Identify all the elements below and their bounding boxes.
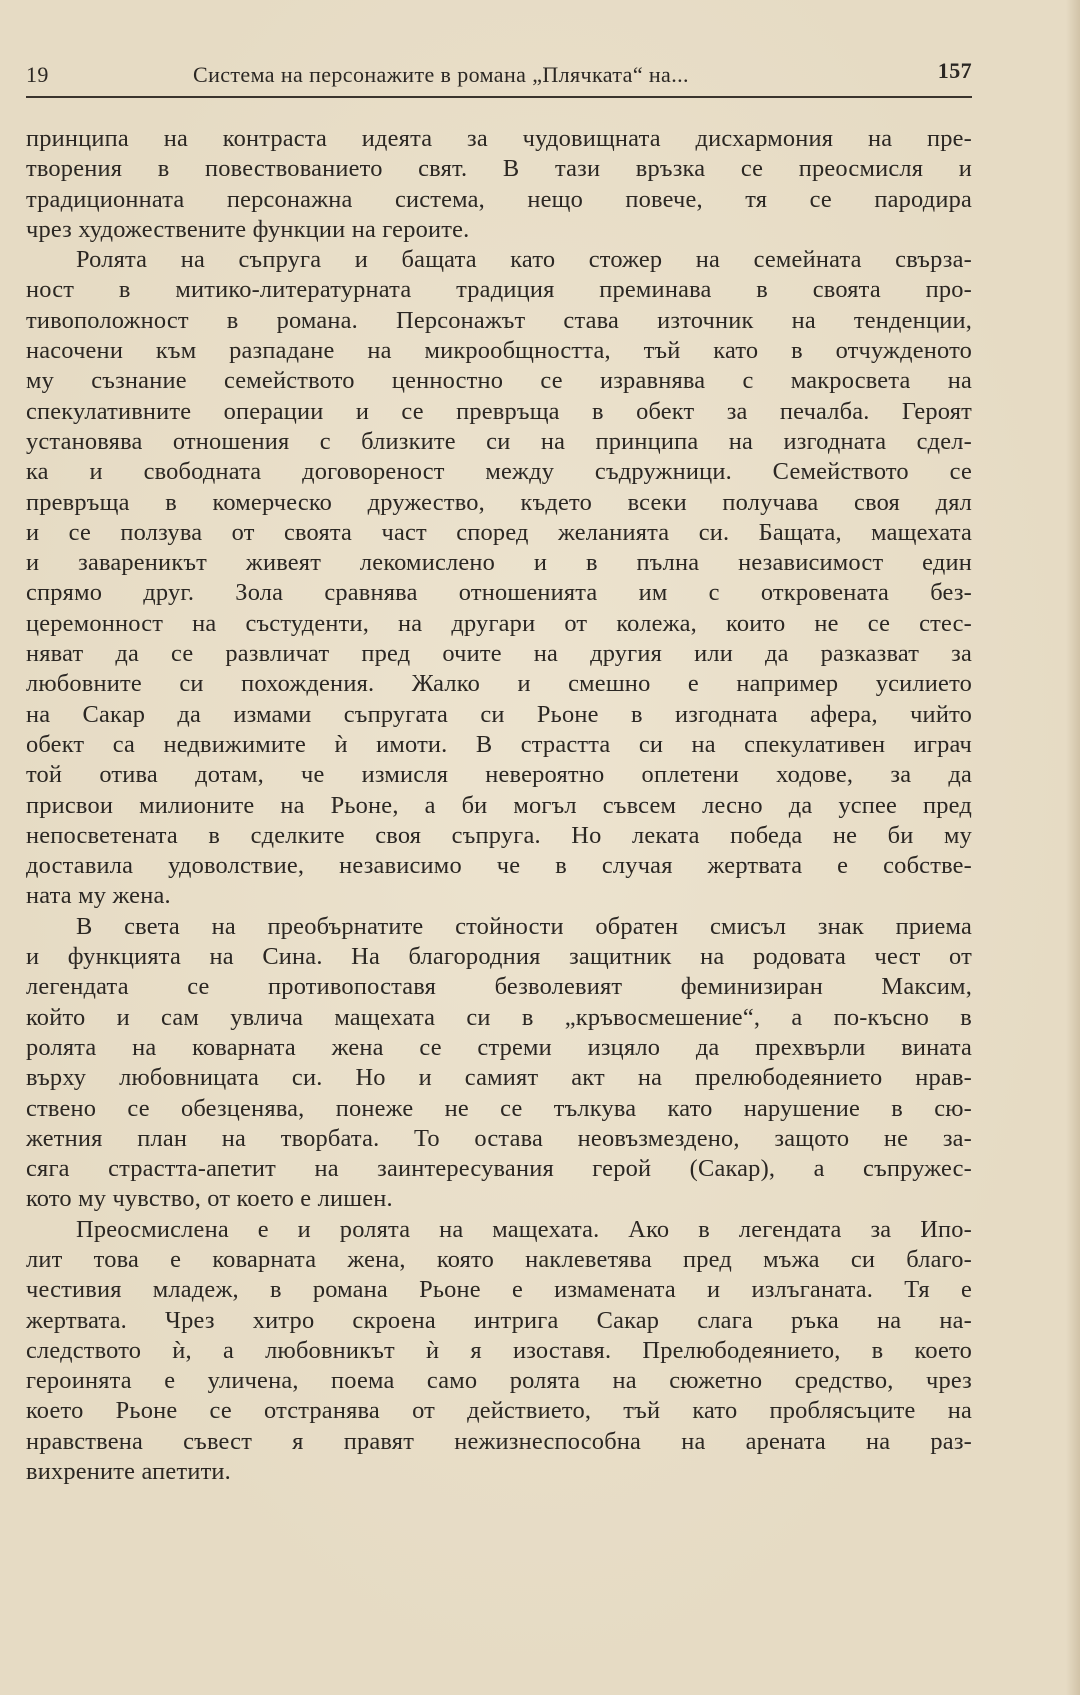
text-line: Ролята на съпруга и бащата като стожер на семейната свърза-: [76, 246, 972, 274]
paragraph: [26, 1215, 972, 1488]
text-line: церемонност на състуденти, на другари от колежа, които не се стес-: [26, 609, 972, 637]
text-line: доставила удоволствие, независимо че в случая жертвата е собстве-: [26, 852, 972, 880]
page-number: 157: [937, 58, 972, 83]
text-line: жетния план на творбата. То остава неовъзмездено, защото не за-: [26, 1124, 972, 1152]
text-line: което Рьоне се отстранява от действието, тъй като проблясъците на: [26, 1397, 972, 1425]
text-line: присвои милионите на Рьоне, а би могъл съвсем лесно да успее пред: [26, 791, 972, 819]
body-text: [26, 124, 972, 1487]
text-line: кото му чувство, от което е лишен.: [26, 1185, 393, 1213]
text-line: върху любовницата си. Но и самият акт на прелюбодеянието нрав-: [26, 1064, 972, 1092]
text-line: ствено се обезценява, понеже не се тълкува като нарушение в сю-: [26, 1094, 972, 1122]
text-line: тивоположност в романа. Персонажът става източник на тенденции,: [26, 306, 972, 334]
text-line: традиционната персонажна система, нещо повече, тя се пародира: [26, 185, 972, 213]
text-line: ка и свободната договореност между съдружници. Семейството се: [26, 458, 972, 486]
text-line: той отива дотам, че измисля невероятно оплетени ходове, за да: [26, 761, 972, 789]
text-line: спрямо друг. Зола сравнява отношенията им с откровената без-: [26, 579, 972, 607]
text-line: героинята е уличена, поема само ролята на сюжетно средство, чрез: [26, 1367, 972, 1395]
text-line: легендата се противопоставя безволевият феминизиран Максим,: [26, 973, 972, 1001]
running-title: Система на персонажите в романа „Плячката“ на...: [193, 62, 689, 87]
text-line: превръща в комерческо дружество, където всеки получава своя дял: [26, 488, 972, 516]
text-line: жертвата. Чрез хитро скроена интрига Сакар слага ръка на на-: [26, 1306, 972, 1334]
text-line: творения в повествованието свят. В тази връзка се преосмисля и: [26, 155, 972, 183]
text-line: на Сакар да измами съпругата си Рьоне в изгодната афера, чийто: [26, 700, 972, 728]
text-line: няват да се развличат пред очите на другия или да разказват за: [26, 640, 972, 668]
text-line: следството ѝ, а любовникът ѝ я изоставя. Прелюбодеянието, в което: [26, 1336, 972, 1364]
text-line: Преосмислена е и ролята на мащехата. Ако в легендата за Ипо-: [76, 1215, 972, 1243]
section-number: 19: [26, 62, 49, 87]
text-line: и се ползува от своята част според желанията си. Бащата, мащехата: [26, 518, 972, 546]
text-line: и завареникът живеят лекомислено и в пълна независимост един: [26, 549, 972, 577]
text-line: ната му жена.: [26, 882, 171, 910]
text-line: ролята на коварната жена се стреми изцяло да прехвърли вината: [26, 1033, 972, 1061]
text-line: нравствена съвест я правят нежизнеспособна на арената на раз-: [26, 1427, 972, 1455]
text-line: чрез художествените функции на героите.: [26, 215, 470, 243]
text-line: установява отношения с близките си на принципа на изгодната сдел-: [26, 427, 972, 455]
paragraph: [26, 912, 972, 1215]
text-line: В света на преобърнатите стойности обратен смисъл знак приема: [76, 912, 972, 940]
text-line: който и сам увлича мащехата си в „кръвосмешение“, а по-късно в: [26, 1003, 972, 1031]
running-header: [26, 52, 972, 96]
text-line: насочени към разпадане на микрообщността, тъй като в отчужденото: [26, 337, 972, 365]
text-line: сяга страстта-апетит на заинтересувания герой (Сакар), а съпружес-: [26, 1155, 972, 1183]
text-line: непосветената в сделките своя съпруга. Но леката победа не би му: [26, 821, 972, 849]
page-edge-shadow: [1066, 0, 1080, 1695]
text-line: любовните си похождения. Жалко и смешно е например усилието: [26, 670, 972, 698]
paragraph: [26, 245, 972, 912]
text-line: честивия младеж, в романа Рьоне е измамената и излъганата. Тя е: [26, 1276, 972, 1304]
text-line: му съзнание семейството ценностно се изравнява с макросвета на: [26, 367, 972, 395]
text-line: спекулативните операции и се превръща в обект за печалба. Героят: [26, 397, 972, 425]
text-line: принципа на контраста идеята за чудовищната дисхармония на пре-: [26, 125, 972, 152]
text-line: ност в митико-литературната традиция преминава в своята про-: [26, 276, 972, 304]
header-rule: [26, 96, 972, 98]
text-line: вихрените апетити.: [26, 1458, 231, 1486]
text-line: обект са недвижимите ѝ имоти. В страстта си на спекулативен играч: [26, 730, 972, 758]
paragraph: [26, 124, 972, 245]
text-line: лит това е коварната жена, която наклеветява пред мъжа си благо-: [26, 1245, 972, 1273]
text-line: и функцията на Сина. На благородния защитник на родовата чест от: [26, 943, 972, 971]
